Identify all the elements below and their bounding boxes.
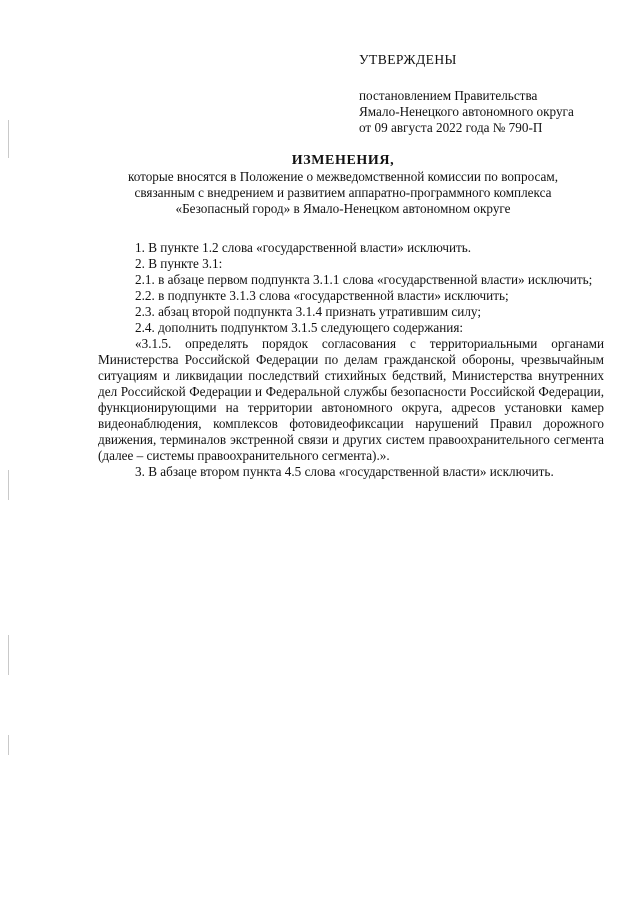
body-paragraph: 2.1. в абзаце первом подпункта 3.1.1 слова «государственной власти» исключить;	[135, 272, 593, 287]
heading-line: связанным с внедрением и развитием аппаратно-программного комплекса	[134, 185, 552, 200]
body-paragraph: 3. В абзаце втором пункта 4.5 слова «государственной власти» исключить.	[135, 464, 554, 479]
heading-line: «Безопасный город» в Ямало-Ненецком автономном округе	[175, 201, 511, 216]
document-title: ИЗМЕНЕНИЯ,	[291, 153, 395, 168]
document-body	[98, 240, 604, 480]
scan-margin-mark	[8, 470, 9, 500]
body-paragraph: «3.1.5. определять порядок согласования с территориальными органами Министерства Российской Федерации по делам гражданской обороны, чрезвычайным ситуациям и ликвидации последствий стихийных бедствий, Министерства внутренних дел Российской Федерации и Федеральной службы безопасности Российской Федерации, функционирующими на территории автономного округа, адресов установки камер видеонаблюдения, комплексов фотовидеофиксации нарушений Правил дорожного движения, терминалов экстренной связи и других систем правоохранительного сегмента (далее – системы правоохранительного сегмента).».	[98, 336, 604, 463]
approval-line: Ямало-Ненецкого автономного округа	[359, 104, 574, 119]
document-heading	[88, 153, 598, 217]
approval-line: постановлением Правительства	[359, 88, 538, 103]
approval-block	[359, 52, 619, 136]
body-paragraph: 2.3. абзац второй подпункта 3.1.4 признать утратившим силу;	[135, 304, 482, 319]
body-paragraph: 2. В пункте 3.1:	[135, 256, 223, 271]
heading-line: которые вносятся в Положение о межведомственной комиссии по вопросам,	[127, 169, 559, 184]
body-paragraph: 1. В пункте 1.2 слова «государственной власти» исключить.	[135, 240, 472, 255]
approved-label: УТВЕРЖДЕНЫ	[359, 52, 457, 67]
scan-margin-mark	[8, 635, 9, 675]
scan-margin-mark	[8, 120, 9, 158]
body-paragraph: 2.2. в подпункте 3.1.3 слова «государственной власти» исключить;	[135, 288, 509, 303]
body-paragraph: 2.4. дополнить подпунктом 3.1.5 следующего содержания:	[135, 320, 464, 335]
scan-margin-mark	[8, 735, 9, 755]
approval-line: от 09 августа 2022 года № 790-П	[359, 120, 543, 135]
